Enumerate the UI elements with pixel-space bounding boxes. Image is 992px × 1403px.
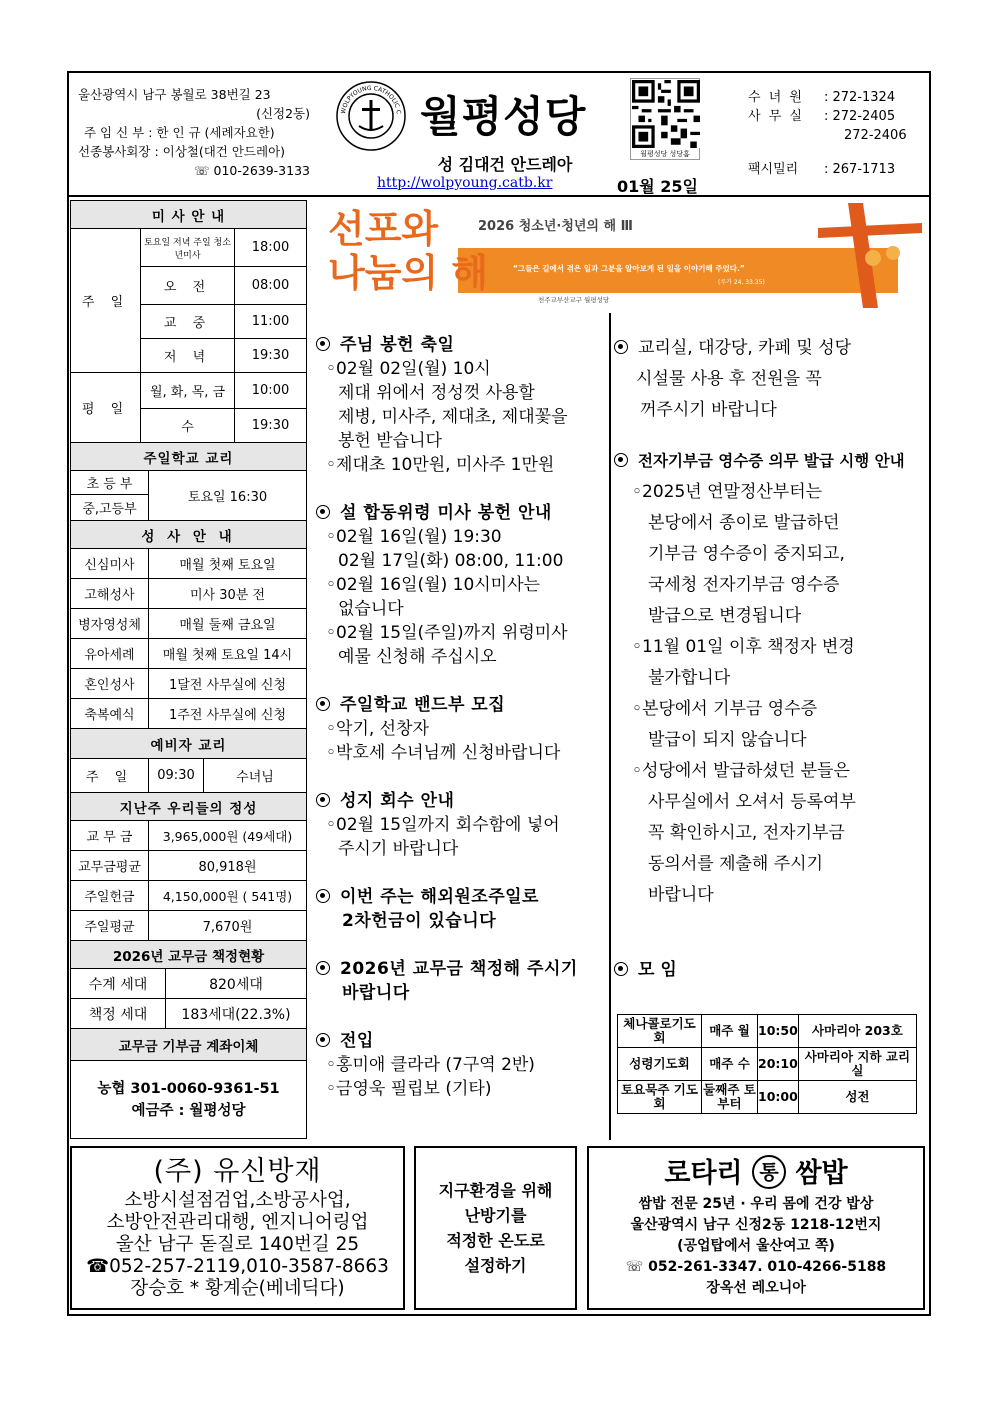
bulletin-date: 01월 25일 — [617, 177, 699, 196]
sub-bullet: ◦ — [632, 761, 643, 781]
notice-line: 봉헌 받습니다 — [338, 431, 442, 451]
ad3-line: 쌈밥 전문 25년 · 우리 몸에 건강 밥상 — [638, 1196, 874, 1212]
meeting-title: 모 임 — [638, 960, 677, 980]
sub-bullet: ◦ — [326, 359, 337, 379]
notice-title-cont: 바랍니다 — [342, 983, 410, 1003]
meeting-freq: 둘째주 토부터 — [702, 1081, 758, 1114]
website-link[interactable]: http://wolpyoung.catb.kr — [377, 175, 553, 191]
mass-name: 토요일 저녁 주일 청소년미사 — [141, 229, 235, 267]
notice-line: 성당에서 발급하셨던 분들은 — [642, 761, 850, 781]
contact-list — [748, 88, 923, 179]
contact-label: 사 무 실 — [748, 109, 804, 124]
ad1-name: (주) 유신방재 — [153, 1156, 322, 1187]
notice-line: 본당에서 종이로 발급하던 — [648, 513, 840, 533]
bullet-icon — [316, 889, 330, 903]
notice-line: 02월 16일(월) 19:30 — [336, 527, 502, 547]
council-label: 선종봉사회장 — [78, 144, 151, 159]
mass-time: 19:30 — [235, 409, 307, 443]
ad2-line: 설정하기 — [464, 1256, 527, 1275]
pledge-name: 책정 세대 — [71, 999, 166, 1029]
notice-item — [316, 501, 606, 669]
ad-fire-safety — [70, 1146, 405, 1310]
sacrament-name: 유아세례 — [71, 639, 149, 669]
pledge-value: 183세대(22.3%) — [166, 999, 307, 1029]
meeting-time: 10:00 — [758, 1081, 799, 1114]
notice-item — [316, 1029, 606, 1101]
notice-line: 02월 02일(월) 10시 — [336, 359, 491, 379]
sub-bullet: ◦ — [326, 527, 337, 547]
ad-restaurant — [587, 1146, 925, 1310]
meeting-place: 사마리아 203호 — [798, 1015, 916, 1048]
weekday-label: 평 일 — [71, 373, 141, 443]
pledge-name: 수계 세대 — [71, 969, 166, 999]
pastor-value: : 한 인 규 (세례자요한) — [148, 125, 275, 140]
mass-time: 10:00 — [235, 373, 307, 409]
notice-line: 기부금 영수증이 중지되고, — [648, 544, 845, 564]
bullet-icon — [614, 453, 628, 467]
ad2-line: 지구환경을 위해 — [438, 1181, 553, 1200]
sacrament-name: 병자영성체 — [71, 609, 149, 639]
sacraments-table — [70, 520, 307, 729]
ad2-line: 난방기를 — [464, 1206, 527, 1225]
notice-title: 이번 주는 해외원조주일로 — [340, 887, 539, 907]
offering-title: 지난주 우리들의 정성 — [71, 793, 307, 821]
council-value: : 이상철(대건 안드레아) — [154, 144, 286, 159]
contact-value: : 267-1713 — [824, 162, 896, 177]
meeting-time: 10:50 — [758, 1015, 799, 1048]
offering-value: 7,670원 — [149, 911, 307, 941]
notice-line: 제병, 미사주, 제대초, 제대꽃을 — [338, 407, 568, 427]
meeting-place: 사마리아 지하 교리실 — [798, 1048, 916, 1081]
notice-line: 불가합니다 — [648, 668, 731, 688]
meeting-name: 성령기도회 — [618, 1048, 702, 1081]
bullet-icon — [614, 340, 628, 354]
sacraments-title: 성 사 안 내 — [71, 521, 307, 549]
pledge-title: 2026년 교무금 책정현황 — [71, 941, 307, 969]
notice-title: 주일학교 밴드부 모집 — [340, 695, 506, 715]
offering-name: 교 무 금 — [71, 821, 149, 851]
bullet-icon — [614, 962, 628, 976]
ad1-line: 울산 남구 돋질로 140번길 25 — [115, 1234, 360, 1255]
sacrament-value: 매월 첫째 토요일 — [149, 549, 307, 579]
header-divider — [67, 195, 931, 197]
notice-line: 악기, 선창자 — [336, 719, 429, 739]
meeting-time: 20:10 — [758, 1048, 799, 1081]
account-table — [70, 1028, 307, 1139]
mass-name: 교 중 — [141, 305, 235, 339]
notice-line: 02월 16일(월) 10시미사는 — [336, 575, 540, 595]
notice-line: 교리실, 대강당, 카페 및 성당 — [638, 338, 852, 358]
catechumen-day: 주 일 — [71, 759, 149, 793]
church-name: 월평성당 — [420, 92, 587, 141]
account-holder: 예금주 : 월평성당 — [131, 1102, 246, 1119]
banner-ref: (루카 24, 33.35) — [718, 279, 765, 286]
bullet-icon — [316, 697, 330, 711]
patron-saint: 성 김대건 안드레아 — [437, 155, 573, 174]
offering-table — [70, 792, 307, 941]
notice-title: 2026년 교무금 책정해 주시기 — [340, 959, 578, 979]
sunday-school-title: 주일학교 교리 — [71, 443, 307, 471]
sunday-label: 주 일 — [71, 229, 141, 373]
notice-item — [316, 885, 606, 933]
ad1-line: 장승호 * 황계순(베네딕다) — [130, 1278, 345, 1299]
notice-line: 국세청 전자기부금 영수증 — [648, 575, 840, 595]
notice-line: 주시기 바랍니다 — [338, 839, 459, 859]
notice-line: 02월 15일(주일)까지 위령미사 — [336, 623, 568, 643]
mass-time: 08:00 — [235, 267, 307, 305]
sacrament-value: 매월 첫째 토요일 14시 — [149, 639, 307, 669]
sacrament-name: 축복예식 — [71, 699, 149, 729]
mass-title: 미 사 안 내 — [71, 201, 307, 229]
qr-code[interactable] — [630, 78, 700, 160]
pledge-value: 820세대 — [166, 969, 307, 999]
notice-line: 박호세 수녀님께 신청바랍니다 — [336, 743, 561, 763]
year-theme-banner — [318, 203, 922, 308]
notices-right — [614, 333, 924, 986]
school-group: 중,고등부 — [71, 495, 149, 521]
notice-line: 홍미애 클라라 (7구역 2반) — [336, 1055, 535, 1075]
ad3-name-c: 쌈밥 — [795, 1158, 848, 1189]
ad-environment — [414, 1146, 577, 1310]
meeting-place: 성전 — [798, 1081, 916, 1114]
meeting-freq: 매주 수 — [702, 1048, 758, 1081]
contact-label: 수 녀 원 — [748, 90, 804, 105]
notice-line: 사무실에서 오셔서 등록여부 — [648, 792, 856, 812]
notice-line: 예물 신청해 주십시오 — [338, 647, 497, 667]
pastor-label: 주 임 신 부 — [84, 125, 145, 140]
sacrament-value: 1주전 사무실에 신청 — [149, 699, 307, 729]
sacrament-value: 1달전 사무실에 신청 — [149, 669, 307, 699]
mass-name: 오 전 — [141, 267, 235, 305]
mass-name: 월, 화, 목, 금 — [141, 373, 235, 409]
mass-time: 11:00 — [235, 305, 307, 339]
notice-title: 주님 봉헌 축일 — [340, 335, 455, 355]
header-phone: ☏ 010-2639-3133 — [193, 163, 310, 178]
logo-text: WOLPYOUNG CATHOLIC C — [339, 84, 402, 115]
ad3-name-b: 통 — [752, 1155, 786, 1189]
notice-title: 성지 회수 안내 — [340, 791, 455, 811]
notice-item — [316, 789, 606, 861]
offering-value: 4,150,000원 ( 541명) — [149, 881, 307, 911]
notice-line: 본당에서 기부금 영수증 — [642, 699, 818, 719]
notice-line: 발급이 되지 않습니다 — [648, 730, 807, 750]
address-line2: (신정2동) — [256, 106, 310, 121]
offering-name: 주일헌금 — [71, 881, 149, 911]
ad3-line: 장옥선 레오니아 — [706, 1280, 806, 1296]
ad3-line: (공업탑에서 울산여고 쪽) — [677, 1238, 835, 1254]
banner-main2: 나눔의 해 — [328, 251, 489, 295]
notice-line: 동의서를 제출해 주시기 — [648, 854, 824, 874]
ad1-line: 소방안전관리대행, 엔지니어링업 — [106, 1212, 369, 1233]
catechumen-title: 예비자 교리 — [71, 729, 307, 759]
sub-bullet: ◦ — [326, 719, 337, 739]
mass-time: 19:30 — [235, 339, 307, 373]
sub-bullet: ◦ — [632, 637, 643, 657]
ad3-line: ☏ 052-261-3347. 010-4266-5188 — [625, 1259, 887, 1275]
notice-line: 발급으로 변경됩니다 — [648, 606, 802, 626]
mass-table — [70, 200, 307, 443]
catechumen-table — [70, 728, 307, 793]
contact-label — [748, 126, 824, 145]
mass-time: 18:00 — [235, 229, 307, 267]
sub-bullet: ◦ — [326, 455, 337, 475]
offering-name: 교무금평균 — [71, 851, 149, 881]
contact-value: : 272-1324 — [824, 90, 896, 105]
notices-middle — [316, 333, 606, 1101]
notice-line: 금영욱 필립보 (기타) — [336, 1079, 492, 1099]
bullet-icon — [316, 1033, 330, 1047]
account-bank: 농협 301-0060-9361-51 — [97, 1080, 280, 1097]
sacrament-name: 고해성사 — [71, 579, 149, 609]
notice-line: 바랍니다 — [648, 885, 714, 905]
sacrament-value: 미사 30분 전 — [149, 579, 307, 609]
sub-bullet: ◦ — [326, 815, 337, 835]
meeting-freq: 매주 월 — [702, 1015, 758, 1048]
ad1-line: 소방시설점검업,소방공사업, — [124, 1190, 351, 1211]
mass-name: 수 — [141, 409, 235, 443]
ad2-line: 적정한 온도로 — [446, 1231, 545, 1250]
qr-caption: 월평성당 성당홈 — [640, 150, 690, 158]
notice-line: 제대초 10만원, 미사주 1만원 — [336, 455, 555, 475]
notice-item — [316, 333, 606, 477]
school-group: 초 등 부 — [71, 471, 149, 495]
offering-value: 80,918원 — [149, 851, 307, 881]
notice-line: 없습니다 — [338, 599, 404, 619]
notice-line: 시설물 사용 후 전원을 꼭 — [636, 369, 822, 389]
left-column — [70, 200, 307, 1139]
sub-bullet: ◦ — [326, 1055, 337, 1075]
account-title: 교무금 기부금 계좌이체 — [71, 1029, 307, 1061]
notice-line: 꼭 확인하시고, 전자기부금 — [648, 823, 845, 843]
contact-value: 272-2406 — [844, 128, 907, 143]
meeting-table — [617, 1014, 917, 1114]
bullet-icon — [316, 793, 330, 807]
ad3-name-a: 로타리 — [664, 1158, 743, 1189]
notice-title: 전입 — [340, 1031, 374, 1051]
contact-value: : 272-2405 — [824, 109, 896, 124]
banner-sub: 2026 청소년·청년의 해 Ⅲ — [478, 219, 633, 234]
header-info — [78, 85, 318, 180]
meeting-name: 토요묵주 기도회 — [618, 1081, 702, 1114]
offering-value: 3,965,000원 (49세대) — [149, 821, 307, 851]
sacrament-value: 매월 둘째 금요일 — [149, 609, 307, 639]
sunday-school-table — [70, 442, 307, 521]
bullet-icon — [316, 961, 330, 975]
tax-notice-title: 전자기부금 영수증 의무 발급 시행 안내 — [638, 452, 905, 470]
sub-bullet: ◦ — [632, 699, 643, 719]
offering-name: 주일평균 — [71, 911, 149, 941]
notice-title-cont: 2차헌금이 있습니다 — [342, 911, 497, 931]
sacrament-name: 신심미사 — [71, 549, 149, 579]
bullet-icon — [316, 337, 330, 351]
notice-line: 02월 17일(화) 08:00, 11:00 — [338, 551, 564, 571]
catechumen-time: 09:30 — [149, 759, 204, 793]
meeting-name: 체나콜로기도회 — [618, 1015, 702, 1048]
column-divider — [609, 313, 611, 1140]
notice-line: 꺼주시기 바랍니다 — [640, 400, 777, 420]
notice-item — [316, 957, 606, 1005]
notice-line: 제대 위에서 정성껏 사용할 — [338, 383, 535, 403]
ad1-line: ☎052-257-2119,010-3587-8663 — [86, 1256, 389, 1277]
notice-line: 02월 15일까지 회수함에 넣어 — [336, 815, 560, 835]
sub-bullet: ◦ — [326, 623, 337, 643]
catechumen-teacher: 수녀님 — [204, 759, 307, 793]
notice-title: 설 합동위령 미사 봉헌 안내 — [340, 503, 552, 523]
school-time: 토요일 16:30 — [149, 471, 307, 521]
sub-bullet: ◦ — [326, 1079, 337, 1099]
notice-line: 11월 01일 이후 책정자 변경 — [642, 637, 855, 657]
pledge-table — [70, 940, 307, 1029]
notice-item — [316, 693, 606, 765]
sub-bullet: ◦ — [326, 575, 337, 595]
bullet-icon — [316, 505, 330, 519]
banner-org: 천주교부산교구 월평성당 — [538, 296, 610, 304]
contact-label: 팩시밀리 — [748, 162, 799, 177]
sacrament-name: 혼인성사 — [71, 669, 149, 699]
church-logo — [335, 80, 407, 152]
mass-name: 저 녁 — [141, 339, 235, 373]
banner-main1: 선포와 — [328, 207, 439, 251]
ad3-line: 울산광역시 남구 신정2동 1218-12번지 — [630, 1217, 882, 1233]
sub-bullet: ◦ — [632, 482, 643, 502]
banner-quote: “그들은 길에서 겪은 일과 그분을 알아보게 된 일을 이야기해 주었다.” — [513, 264, 745, 273]
notice-line: 2025년 연말정산부터는 — [642, 482, 823, 502]
sub-bullet: ◦ — [326, 743, 337, 763]
address-line1: 울산광역시 남구 봉월로 38번길 23 — [78, 87, 271, 102]
